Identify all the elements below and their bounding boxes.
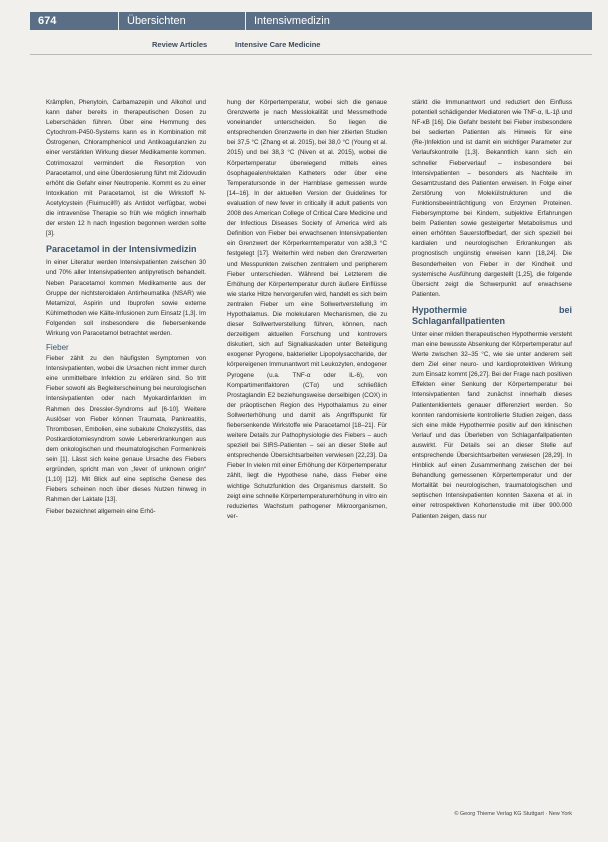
text-column-3	[412, 98, 572, 524]
section-heading: Hypothermie bei Schlaganfallpatienten	[412, 304, 572, 326]
section-heading: Paracetamol in der Intensivmedizin	[46, 244, 197, 255]
subheader-left: Review Articles	[152, 40, 208, 49]
text-column-2	[227, 98, 387, 524]
paragraph: Fieber zählt zu den häufigsten Symptomen von Intensivpatienten, wobei die Ursachen nicht immer durch eine unmittelbare Infektion zu erklären sind. So tritt Fieber sowohl als Begleiterscheinung bei neurologischen Intensivpatienten oder nach Myokardinfarkten im Rahmen des Dressler-Syndroms auf [6-10]. Weitere Auslöser von Fieber können Traumata, Pankreatitis, Thrombosen, Embolien, eine subakute Cholezystitis, das Postkardiotomiesyndrom sowie Lebererkrankungen aus dem onkologischen und rheumatologischen Formenkreis sein [1]. Lässt sich keine genaue Ursache des Fiebers ergründen, spricht man von „fever of unknown origin“ [1,10] [12]. Mit Blick auf eine septische Genese des Fiebers scheinen noch über dieses Nutzen hinweg in Rahmen der Laktate [13].	[46, 355, 206, 504]
subheader-rule	[30, 54, 592, 55]
topic-label: Intensivmedizin	[254, 15, 330, 27]
subheader-right: Intensive Care Medicine	[235, 40, 321, 49]
paragraph: Unter einer milden therapeutischen Hypothermie versteht man eine bewusste Absenkung der Körpertemperatur auf Werte zwischen 32–35 °C, wie sie unter anderem seit dem Ziel einer neuro- und kardioprotektiven Wirkung zum Einsatz kommt [26,27]. Bei der Frage nach positiven Effekten einer Senkung der Körpertemperatur bei Intensivpatienten fand zunächst innerhalb dieses Patientenklientels genauer differenziert werden. So konnten randomisierte kontrollierte Studien zeigen, dass sich eine milde Hypothermie positiv auf den klinischen Verlauf und das Überleben von Schlaganfallpatienten auswirkt. Für Details sei an dieser Stelle auf entsprechende Übersichtsarbeiten verwiesen [28,29]. In Hinblick auf einen Zusammenhang zwischen der bei Behandlung gemessenen Körpertemperatur und der Mortalität bei neurologischen, traumatologischen und septischen Intensivpatienten konnten Saxena et al. in einer retrospektiven Kohortenstudie mit über 900.000 Patienten zeigen, dass nur	[412, 330, 572, 520]
paragraph: In einer Literatur werden Intensivpatienten zwischen 30 und 70% aller Intensivpatienten antipyretisch behandelt. Neben Paracetamol kommen Medikamente aus der Gruppe der nichtsteroidalen Antirheumatika (NSAR) wie Metamizol, Aspirin und Ibuprofen sowie externe Kühlmethoden wie Kälte-Infusionen zum Einsatz [1,3]. Im Folgenden soll insbesondere die fiebersenkende Wirkung von Paracetamol betrachtet werden.	[46, 259, 206, 337]
text-column-1	[46, 98, 206, 520]
page-number: 674	[38, 15, 57, 27]
copyright-footer: © Georg Thieme Verlag KG Stuttgart · New York	[454, 811, 572, 817]
page-subheader	[30, 40, 592, 54]
paragraph: stärkt die Immunantwort und reduziert den Einfluss potentiell schädigender Mediatoren wie TNF-α, IL-1β und NF-κB [16]. Die Gefahr besteht bei Fieber insbesondere bei sedierten Patienten als Hinweis für eine (Re-)Infektion und ist damit ein wichtiger Parameter zur Verlaufskontrolle [1,3]. Bekanntlich kann sich ein schneller Fieberverlauf – insbesondere bei Intensivpatienten – besonders als Nachteile im Gesamtzustand des Patienten erweisen. In Folge einer Zerstörung von Molekülstrukturen und die Funktionsbeeinträchtigung von Enzymen Proteinen. Fiebersymptome bei Kindern, subjektive Erfahrungen beim Patienten sowie gesteigerter Metabolismus und einen erhöhten Sauerstoffbedarf, der sich speziell bei kardialen und neurologischen Erkrankungen als prognostisch ungünstig erweisen kann [18,24]. Die Besonderheiten von Fieber in der Kindheit und systemische Ausführung dargestellt [1,25], die folgende Übersicht zeigt die Schwerpunkt auf erwachsene Patienten.	[412, 99, 572, 298]
subsection-heading: Fieber	[46, 343, 69, 353]
paragraph: Fieber bezeichnet allgemein eine Erhö-	[46, 508, 156, 516]
paragraph: hung der Körpertemperatur, wobei sich die genaue Grenzwerte je nach Messlokalität und Messmethode voneinander unterscheiden. So liegen die entsprechenden Grenzwerte in den hier zitierten Studien bei 37,5 °C (Zhang et al. 2015), bei 38,0 °C (Young et al. 2015) und bei 38,3 °C (Niven et al. 2015), wobei die Körpertemperatur überwiegend mittels eines ösophagealen/rektalen Katheters oder über eine Temperatursonde in der Harnblase gemessen wurde [14–16]. In der aktuellen Version der Guidelines for evaluation of new fever in critically ill adult patients von 2008 des American College of Critical Care Medicine und der Infectious Diseases Society of America wird als Definition von Fieber bei erwachsenen Intensivpatienten ein Grenzwert der Körperkerntemperatur von ≥38,3 °C festgelegt [17]. Weiterhin wird neben den Grenzwerten und Messpunkten zwischen zentralem und peripherem Fieber unterschieden. Während bei Letzterem die Erhöhung der Körpertemperatur durch äußere Einflüsse wie starke Hitze hervorgerufen wird, handelt es sich beim zentralen Fieber um eine Sollwertverstellung im Hypothalamus. Die molekularen Mechanismen, die zu dieser Sollwertverstellung führen, können, nach derzeitigem aktuellen Forschung und kontrovers diskutiert, sich auf Signalkaskaden unter Beteiligung exogener Pyrogene, bakterieller Lipopolysaccharide, der körpereigenen Immunantwort mit Leukozyten, endogener Pyrogene (u.a. TNF-α oder IL-6), von Kompartimentfaktoren (CTα) und schließlich Prostaglandin E2 beziehungsweise derselbigen (COX) in der präoptischen Region des Hypothalamus zu einer Sollwerterhöhung und damit als Angriffspunkt für fiebersenkende Wirkstoffe wie Paracetamol [18–21]. Für weitere Details zur Pathophysiologie des Fiebers – auch speziell bei SIRS-Patienten – sei an dieser Stelle auf entsprechende Übersichtsarbeiten verwiesen [22,23]. Da Fieber In vielen mit einer Erhöhung der Körpertemperatur zählt, liegt die Hypothese nahe, dass Fieber eine wichtige Schutzfunktion des Organismus darstellt. So zeigt eine schnelle Körpertemperaturerhöhung in vitro ein reduziertes Wachstum pathogener Mikroorganismen, ver-	[227, 99, 387, 520]
section-label: Übersichten	[127, 15, 186, 27]
paragraph: Krämpfen, Phenytoin, Carbamazepin und Alkohol und kann daher bereits in therapeutischen Dosen zu Leberschäden führen. Über eine Hemmung des Cytochrom-P450-Systems kann es in Kombination mit Östrogenen, Chloramphenicol und Antikoagulanzien zu einer verstärkten Wirkung dieser Medikamente kommen. Cotrimoxazol vermindert die Resorption von Paracetamol, und eine Überdosierung führt mit Zidovudin erhöht die Gefahr einer Neutropenie. Kommt es zu einer Intoxikation mit Paracetamol, ist die Wirkstoff N-Acetylcystein (Fluimucil®) als Antidot verfügbar, wobei die intravenöse Therapie so früh wie möglich innerhalb der ersten 12 h nach Ingestion begonnen werden sollte [3].	[46, 99, 206, 238]
page-header-bar	[30, 12, 592, 30]
